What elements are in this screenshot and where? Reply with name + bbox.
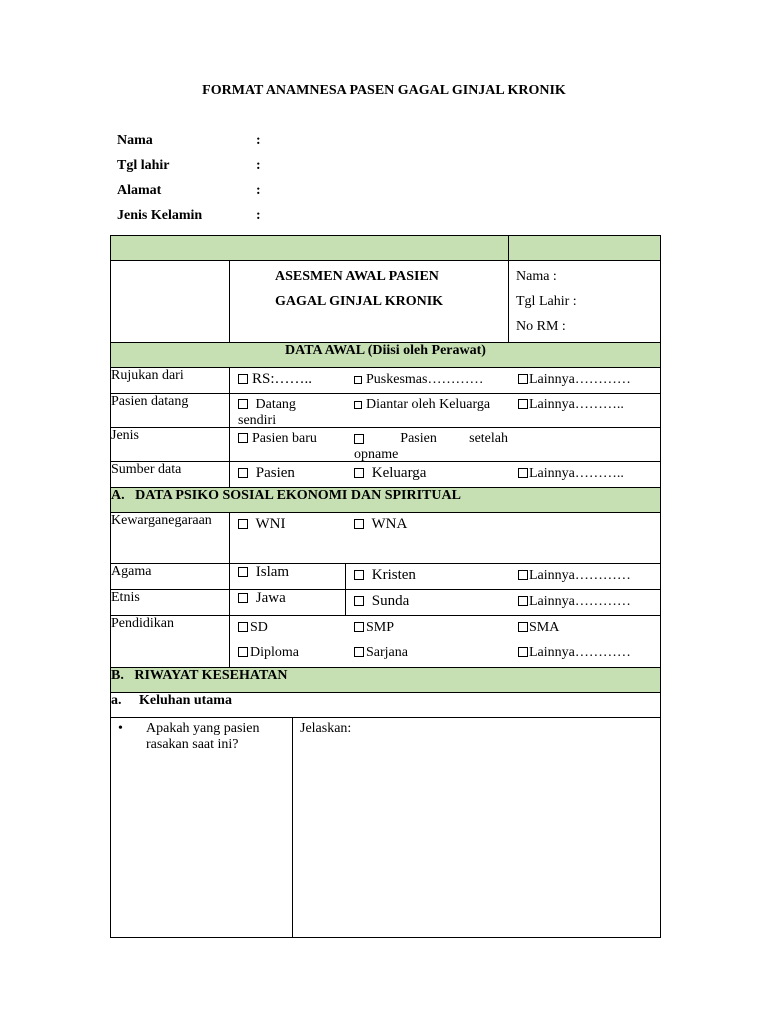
jenis-kelamin-colon: : bbox=[256, 208, 261, 223]
diantar-keluarga-label: Diantar oleh Keluarga bbox=[366, 397, 491, 412]
pendidikan-lainnya-option[interactable] bbox=[518, 645, 631, 661]
sumber-keluarga-label: Keluarga bbox=[371, 465, 427, 481]
wni-option[interactable] bbox=[238, 516, 285, 533]
rujukan-row bbox=[111, 368, 661, 394]
sendiri-label: sendiri bbox=[238, 413, 277, 428]
sumber-pasien-label: Pasien bbox=[255, 465, 295, 481]
keluhan-utama-row bbox=[111, 693, 661, 718]
agama-lainnya-option[interactable] bbox=[518, 568, 631, 584]
keluhan-question-row bbox=[111, 718, 661, 938]
jenis-label: Jenis bbox=[111, 428, 230, 462]
checkbox-icon[interactable] bbox=[238, 622, 248, 632]
jelaskan-label: Jelaskan: bbox=[300, 721, 352, 736]
wna-option[interactable] bbox=[354, 516, 407, 533]
smp-option[interactable] bbox=[354, 620, 394, 636]
tgl-lahir-colon: : bbox=[256, 158, 261, 173]
checkbox-icon[interactable] bbox=[238, 374, 248, 384]
islam-option[interactable] bbox=[230, 564, 346, 590]
sumber-lainnya-option[interactable] bbox=[518, 466, 624, 482]
question-line2: rasakan saat ini? bbox=[146, 737, 239, 752]
checkbox-icon[interactable] bbox=[518, 374, 528, 384]
pasien-datang-label: Pasien datang bbox=[111, 394, 230, 428]
assessment-form-table bbox=[110, 235, 661, 938]
header-title-line2: GAGAL GINJAL KRONIK bbox=[275, 294, 444, 309]
checkbox-icon[interactable] bbox=[354, 622, 364, 632]
checkbox-icon[interactable] bbox=[354, 570, 364, 580]
sma-option[interactable] bbox=[518, 620, 559, 636]
checkbox-icon[interactable] bbox=[238, 519, 248, 529]
checkbox-icon[interactable] bbox=[354, 647, 364, 657]
header-band-row bbox=[111, 236, 661, 261]
checkbox-icon[interactable] bbox=[518, 468, 528, 478]
rujukan-puskesmas-option[interactable] bbox=[354, 372, 483, 388]
checkbox-icon[interactable] bbox=[354, 434, 364, 444]
kewarganegaraan-row bbox=[111, 513, 661, 564]
wni-label: WNI bbox=[255, 516, 286, 532]
etnis-label: Etnis bbox=[111, 590, 230, 616]
data-awal-heading: DATA AWAL (Diisi oleh Perawat) bbox=[111, 343, 661, 368]
keluhan-question-cell bbox=[111, 718, 293, 938]
section-a-heading: A. DATA PSIKO SOSIAL EKONOMI DAN SPIRITUAL bbox=[111, 488, 661, 513]
rujukan-lainnya-option[interactable] bbox=[518, 372, 631, 388]
sumber-keluarga-option[interactable] bbox=[354, 465, 426, 482]
diploma-label: Diploma bbox=[250, 645, 299, 660]
checkbox-icon[interactable] bbox=[518, 647, 528, 657]
rujukan-puskesmas-label: Puskesmas………… bbox=[366, 372, 484, 387]
jawa-option[interactable] bbox=[230, 590, 346, 616]
header-title-line1: ASESMEN AWAL PASIEN bbox=[275, 269, 439, 284]
pasien-datang-keluarga-option[interactable] bbox=[354, 397, 490, 413]
checkbox-icon[interactable] bbox=[354, 519, 364, 529]
kewarganegaraan-options bbox=[230, 513, 661, 564]
jenis-options bbox=[230, 428, 661, 462]
agama-row bbox=[111, 564, 661, 590]
kristen-option[interactable] bbox=[354, 567, 416, 584]
sd-label: SD bbox=[250, 620, 268, 635]
section-b-heading: B. RIWAYAT KESEHATAN bbox=[111, 668, 661, 693]
sarjana-option[interactable] bbox=[354, 645, 408, 661]
header-nama-field[interactable]: Nama : bbox=[516, 269, 557, 284]
etnis-row bbox=[111, 590, 661, 616]
header-no-rm-field[interactable]: No RM : bbox=[516, 319, 566, 334]
rujukan-rs-label: RS:…….. bbox=[252, 371, 313, 387]
rujukan-rs-option[interactable] bbox=[238, 371, 312, 388]
datang-label: Datang bbox=[255, 397, 296, 412]
sunda-label: Sunda bbox=[371, 593, 410, 609]
rujukan-lainnya-label: Lainnya………… bbox=[529, 372, 631, 387]
kristen-label: Kristen bbox=[371, 567, 416, 583]
header-band-left bbox=[111, 236, 509, 261]
keluhan-utama-heading: a. Keluhan utama bbox=[111, 693, 661, 718]
pasien-datang-lainnya-label: Lainnya……….. bbox=[529, 397, 624, 412]
pasien-datang-lainnya-option[interactable] bbox=[518, 397, 624, 413]
wna-label: WNA bbox=[371, 516, 408, 532]
agama-label: Agama bbox=[111, 564, 230, 590]
rujukan-options bbox=[230, 368, 661, 394]
setelah-label: setelah bbox=[469, 431, 508, 446]
pendidikan-row bbox=[111, 616, 661, 668]
checkbox-icon[interactable] bbox=[518, 570, 528, 580]
patient-id-cell bbox=[509, 261, 661, 343]
checkbox-icon[interactable] bbox=[354, 468, 364, 478]
checkbox-icon[interactable] bbox=[354, 401, 362, 409]
agama-more-options bbox=[346, 564, 661, 590]
checkbox-icon[interactable] bbox=[354, 376, 362, 384]
agama-lainnya-label: Lainnya………… bbox=[529, 568, 631, 583]
checkbox-icon[interactable] bbox=[518, 596, 528, 606]
header-title-cell bbox=[230, 261, 509, 343]
pendidikan-label: Pendidikan bbox=[111, 616, 230, 668]
section-a-heading-row bbox=[111, 488, 661, 513]
sumber-data-label: Sumber data bbox=[111, 462, 230, 488]
sd-option[interactable] bbox=[238, 620, 268, 636]
diploma-option[interactable] bbox=[238, 645, 299, 661]
sumber-lainnya-label: Lainnya……….. bbox=[529, 466, 624, 481]
header-title-row bbox=[111, 261, 661, 343]
bullet-icon: • bbox=[118, 721, 123, 736]
checkbox-icon[interactable] bbox=[238, 647, 248, 657]
opname-label: opname bbox=[354, 447, 399, 462]
pasien-datang-sendiri-option[interactable] bbox=[238, 397, 296, 429]
nama-colon: : bbox=[256, 133, 261, 148]
etnis-lainnya-label: Lainnya………… bbox=[529, 594, 631, 609]
alamat-label: Alamat bbox=[117, 183, 162, 198]
checkbox-icon[interactable] bbox=[354, 596, 364, 606]
jelaskan-answer-field[interactable] bbox=[293, 718, 661, 938]
pasien-baru-label: Pasien baru bbox=[252, 431, 317, 446]
checkbox-icon[interactable] bbox=[238, 399, 248, 409]
checkbox-icon[interactable] bbox=[238, 433, 248, 443]
pendidikan-options bbox=[230, 616, 661, 668]
sarjana-label: Sarjana bbox=[366, 645, 408, 660]
sumber-pasien-option[interactable] bbox=[238, 465, 295, 482]
pasien-datang-row bbox=[111, 394, 661, 428]
checkbox-icon[interactable] bbox=[238, 567, 248, 577]
pasien-datang-options bbox=[230, 394, 661, 428]
data-awal-heading-row bbox=[111, 343, 661, 368]
checkbox-icon[interactable] bbox=[518, 622, 528, 632]
nama-label: Nama bbox=[117, 133, 153, 148]
section-b-heading-row bbox=[111, 668, 661, 693]
checkbox-icon[interactable] bbox=[518, 399, 528, 409]
etnis-lainnya-option[interactable] bbox=[518, 594, 631, 610]
pendidikan-lainnya-label: Lainnya………… bbox=[529, 645, 631, 660]
checkbox-icon[interactable] bbox=[238, 468, 248, 478]
pasien-label: Pasien bbox=[400, 431, 437, 446]
jenis-row bbox=[111, 428, 661, 462]
jenis-kelamin-label: Jenis Kelamin bbox=[117, 208, 203, 223]
smp-label: SMP bbox=[366, 620, 395, 635]
document-title: FORMAT ANAMNESA PASEN GAGAL GINJAL KRONIK bbox=[202, 83, 566, 98]
jenis-pasien-baru-option[interactable] bbox=[238, 431, 317, 447]
etnis-more-options bbox=[346, 590, 661, 616]
checkbox-icon[interactable] bbox=[238, 593, 248, 603]
sunda-option[interactable] bbox=[354, 593, 409, 610]
sma-label: SMA bbox=[529, 620, 560, 635]
sumber-data-options bbox=[230, 462, 661, 488]
sumber-data-row bbox=[111, 462, 661, 488]
rujukan-label: Rujukan dari bbox=[111, 368, 230, 394]
kewarganegaraan-label: Kewarganegaraan bbox=[111, 513, 230, 564]
jawa-label: Jawa bbox=[255, 590, 286, 606]
jenis-setelah-opname-option[interactable] bbox=[354, 431, 508, 463]
question-line1: Apakah yang pasien bbox=[146, 721, 260, 736]
islam-label: Islam bbox=[255, 564, 290, 580]
alamat-colon: : bbox=[256, 183, 261, 198]
tgl-lahir-label: Tgl lahir bbox=[117, 158, 170, 173]
header-band-right bbox=[509, 236, 661, 261]
logo-cell bbox=[111, 261, 230, 343]
header-tgl-lahir-field[interactable]: Tgl Lahir : bbox=[516, 294, 577, 309]
